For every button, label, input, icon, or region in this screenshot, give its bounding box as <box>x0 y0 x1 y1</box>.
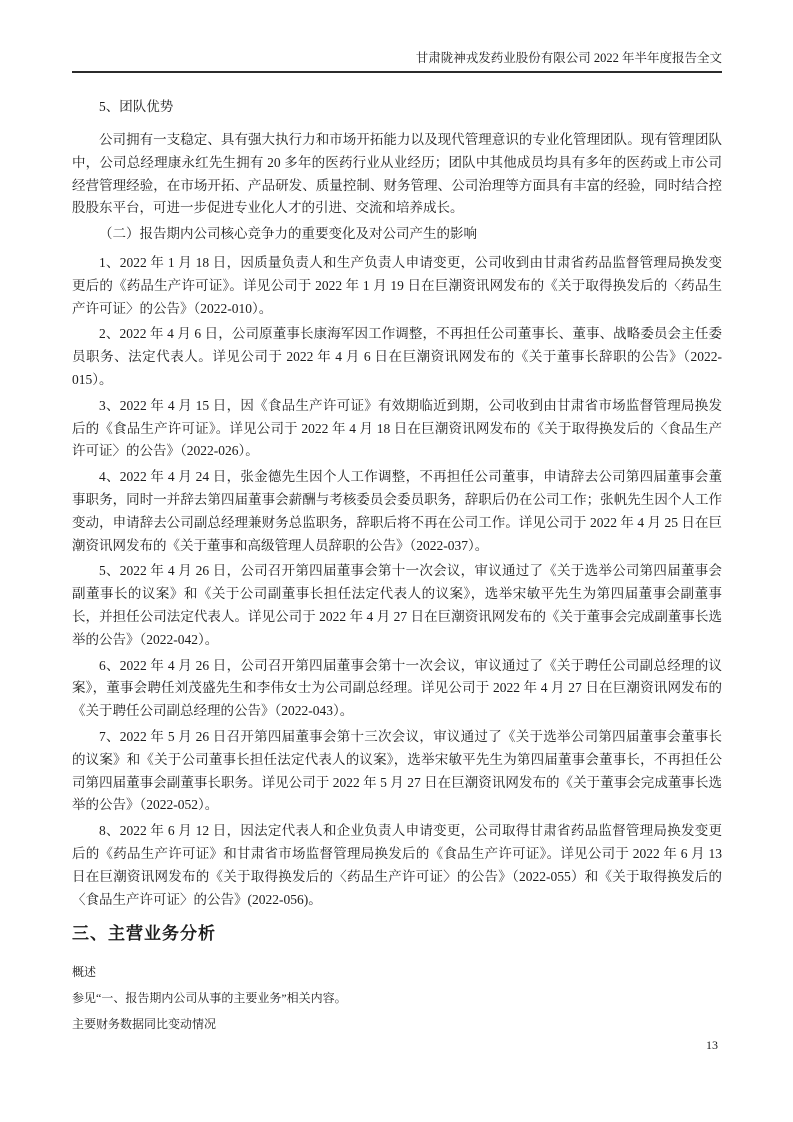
main-business-heading: 三、主营业务分析 <box>72 924 216 944</box>
main-business-overview <box>72 959 722 1037</box>
header-rule <box>72 71 722 73</box>
disclosure-item-2: 2、2022 年 4 月 6 日，公司原董事长康海军因工作调整，不再担任公司董事长、董事、战略委员会主任委员职务、法定代表人。详见公司于 2022 年 4 月 6 日在巨潮资讯网发布的《关于董事长辞职的公告》（2022-015）。 <box>72 326 722 387</box>
disclosure-item-8: 8、2022 年 6 月 12 日，因法定代表人和企业负责人申请变更，公司取得甘肃省药品监督管理局换发变更后的《药品生产许可证》和甘肃省市场监督管理局换发后的《食品生产许可证》。详见公司于 2022 年 6 月 13 日在巨潮资讯网发布的《关于取得换发后的〈药品生产许可证〉的公告》（2022-055）和《关于取得换发后的〈食品生产许可证〉的公告》(2022-056)。 <box>72 823 722 907</box>
overview-label: 概述 <box>72 965 97 980</box>
disclosure-item-1: 1、2022 年 1 月 18 日，因质量负责人和生产负责人申请变更，公司收到由甘肃省药品监督管理局换发变更后的《药品生产许可证》。详见公司于 2022 年 1 月 19 日在巨潮资讯网发布的《关于取得换发后的〈药品生产许可证〉的公告》（2022-010）。 <box>72 254 722 316</box>
page-number: 13 <box>706 1038 718 1052</box>
page-content <box>72 90 722 1037</box>
page-header <box>72 50 722 66</box>
team-advantage-heading: 5、团队优势 <box>99 99 174 114</box>
disclosure-item-6: 6、2022 年 4 月 26 日，公司召开第四届董事会第十一次会议，审议通过了《关于聘任公司副总经理的议案》，董事会聘任刘茂盛先生和李伟女士为公司副总经理。详见公司于 2022 年 4 月 27 日在巨潮资讯网发布的《关于聘任公司副总经理的公告》（2022-043）。 <box>72 657 722 719</box>
disclosure-item-7: 7、2022 年 5 月 26 日召开第四届董事会第十三次会议，审议通过了《关于选举公司第四届董事会董事长的议案》和《关于公司董事长担任法定代表人的议案》，选举宋敏平先生为第四届董事会董事长，不再担任公司第四届董事会副董事长职务。详见公司于 2022 年 5 月 27 日在巨潮资讯网发布的《关于董事会完成董事长选举的公告》（2022-052）。 <box>72 728 722 813</box>
disclosure-item-4: 4、2022 年 4 月 24 日，张金德先生因个人工作调整，不再担任公司董事，申请辞去公司第四届董事会董事职务，同时一并辞去第四届董事会薪酬与考核委员会委员职务，辞职后仍在公司工作；张帆先生因个人工作变动，申请辞去公司副总经理兼财务总监职务，辞职后将不再在公司工作。详见公司于 2022 年 4 月 25 日在巨潮资讯网发布的《关于董事和高级管理人员辞职的公告》（2022-037）。 <box>72 469 722 553</box>
team-advantage-paragraph: 公司拥有一支稳定、具有强大执行力和市场开拓能力以及现代管理意识的专业化管理团队。现有管理团队中，公司总经理康永红先生拥有 20 多年的医药行业从业经历；团队中其他成员均具有多年的医药或上市公司经营管理经验，在市场开拓、产品研发、质量控制、财务管理、公司治理等方面具有丰富的经验，同时结合控股股东平台，可进一步促进专业化人才的引进、交流和培养成长。 <box>72 132 722 216</box>
disclosure-item-3: 3、2022 年 4 月 15 日，因《食品生产许可证》有效期临近到期，公司收到由甘肃省市场监督管理局换发后的《食品生产许可证》。详见公司于 2022 年 4 月 18 日在巨潮资讯网发布的《关于取得换发后的〈食品生产许可证〉的公告》（2022-026）。 <box>72 397 722 459</box>
overview-reference: 参见“一、报告期内公司从事的主要业务”相关内容。 <box>72 991 347 1006</box>
disclosure-item-5: 5、2022 年 4 月 26 日，公司召开第四届董事会第十一次会议，审议通过了《关于选举公司第四届董事会副董事长的议案》和《关于公司副董事长担任法定代表人的议案》，选举宋敏平先生为第四届董事会副董事长，并担任公司法定代表人。详见公司于 2022 年 4 月 27 日在巨潮资讯网发布的《关于董事会完成副董事长选举的公告》（2022-042）。 <box>72 563 722 647</box>
header-title: 甘肃陇神戎发药业股份有限公司 2022 年半年度报告全文 <box>415 51 722 65</box>
financial-data-label: 主要财务数据同比变动情况 <box>72 1017 217 1032</box>
core-competence-heading: （二）报告期内公司核心竞争力的重要变化及对公司产生的影响 <box>99 226 477 242</box>
